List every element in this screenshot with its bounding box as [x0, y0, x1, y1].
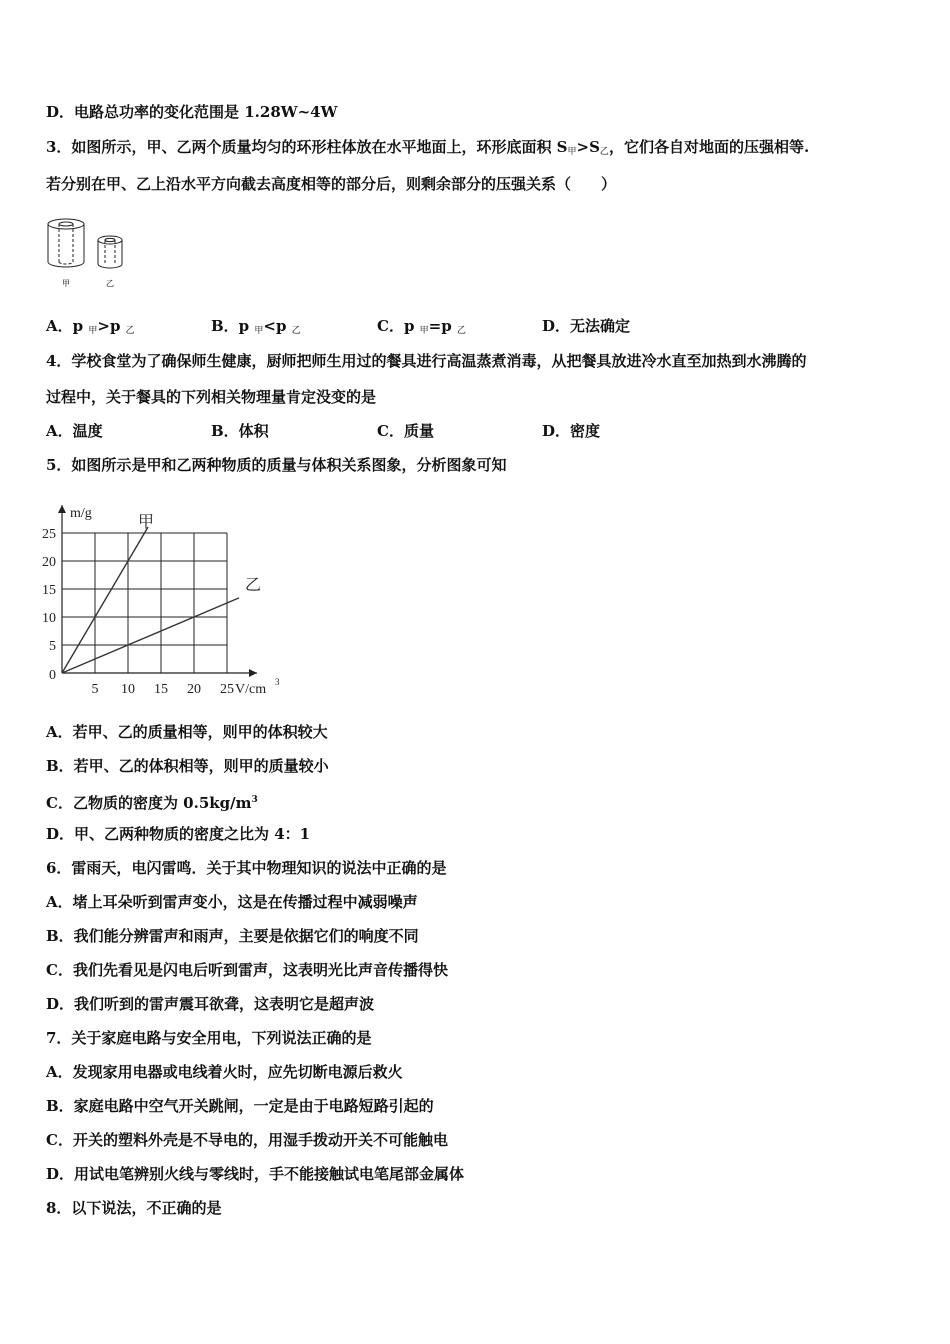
q6-option-c: C．我们先看见是闪电后听到雷声，这表明光比声音传播得快 — [46, 961, 448, 979]
x-axis-arrow — [249, 669, 257, 677]
q3-stem-line2: 若分别在甲、乙上沿水平方向截去高度相等的部分后，则剩余部分的压强关系（ ） — [46, 175, 617, 193]
q5-option-a: A．若甲、乙的质量相等，则甲的体积较大 — [46, 723, 328, 741]
q7-option-d: D．用试电笔辨别火线与零线时，手不能接触试电笔尾部金属体 — [46, 1165, 465, 1183]
origin-label: 0 — [49, 668, 56, 683]
x-tick-label: 5 — [91, 682, 99, 697]
q6-option-b: B．我们能分辨雷声和雨声，主要是依据它们的响度不同 — [46, 927, 419, 945]
series-label-jia: 甲 — [138, 512, 155, 531]
cylinder-yi — [98, 236, 122, 268]
ring-cylinders-figure — [44, 212, 134, 294]
y-tick-label: 20 — [42, 555, 56, 570]
q5-option-c: C．乙物质的密度为 $0.5kg/m^3$ — [46, 794, 258, 812]
q5-stem: 5．如图所示是甲和乙两种物质的质量与体积关系图象，分析图象可知 — [46, 456, 507, 474]
q4-option-b: B．体积 — [211, 422, 269, 440]
fig-label-yi: 乙 — [106, 279, 114, 288]
q3-option-a: A．p $_甲$>p $_乙$ — [46, 317, 135, 336]
fig-label-jia: 甲 — [62, 279, 70, 288]
x-tick-label: 25 — [220, 682, 234, 697]
q3-stem-line1: 3．如图所示，甲、乙两个质量均匀的环形柱体放在水平地面上，环形底面积 $S_甲>S_乙$，它们各自对地面的压强相等. — [46, 138, 810, 157]
q2-option-d: D．电路总功率的变化范围是 1.28W~4W — [46, 103, 338, 121]
q6-option-a: A．堵上耳朵听到雷声变小，这是在传播过程中减弱噪声 — [46, 893, 418, 911]
y-tick-label: 10 — [42, 611, 56, 626]
cylinder-jia — [48, 219, 84, 267]
q5-option-d: D．甲、乙两种物质的密度之比为 4：1 — [46, 825, 311, 843]
q7-stem: 7．关于家庭电路与安全用电，下列说法正确的是 — [46, 1029, 372, 1047]
q6-stem: 6．雷雨天，电闪雷鸣．关于其中物理知识的说法中正确的是 — [46, 859, 447, 877]
q7-option-c: C．开关的塑料外壳是不导电的，用湿手拨动开关不可能触电 — [46, 1131, 448, 1149]
y-axis-label: m/g — [70, 506, 92, 521]
q7-option-a: A．发现家用电器或电线着火时，应先切断电源后救火 — [46, 1063, 403, 1081]
q6-option-d: D．我们听到的雷声震耳欲聋，这表明它是超声波 — [46, 995, 375, 1013]
y-tick-label: 25 — [42, 527, 56, 542]
q4-option-d: D．密度 — [542, 422, 601, 440]
q5-option-b: B．若甲、乙的体积相等，则甲的质量较小 — [46, 757, 329, 775]
q7-option-b: B．家庭电路中空气开关跳闸，一定是由于电路短路引起的 — [46, 1097, 434, 1115]
y-axis-arrow — [58, 505, 66, 513]
q3-option-d: D．无法确定 — [542, 317, 631, 335]
x-axis-label-sup: 3 — [275, 677, 280, 687]
mass-volume-chart — [40, 495, 300, 705]
series-label-yi: 乙 — [245, 574, 262, 594]
q4-option-a: A．温度 — [46, 422, 103, 440]
q4-stem-line2: 过程中，关于餐具的下列相关物理量肯定没变的是 — [46, 388, 377, 406]
q3-option-c: C．p $_甲$=p $_乙$ — [377, 317, 466, 336]
q4-stem-line1: 4．学校食堂为了确保师生健康，厨师把师生用过的餐具进行高温蒸煮消毒，从把餐具放进冷水直至加热到水沸腾的 — [46, 352, 807, 370]
x-tick-label: 20 — [187, 682, 201, 697]
series-line-jia — [62, 527, 148, 673]
q4-option-c: C．质量 — [377, 422, 434, 440]
x-tick-label: 10 — [121, 682, 135, 697]
series-line-yi — [62, 598, 239, 673]
x-axis-label: V/cm — [235, 682, 267, 697]
y-tick-label: 5 — [49, 639, 56, 654]
q3-option-b: B．p $_甲$<p $_乙$ — [211, 317, 301, 336]
x-tick-label: 15 — [154, 682, 168, 697]
q8-stem: 8．以下说法，不正确的是 — [46, 1199, 222, 1217]
y-tick-label: 15 — [42, 583, 56, 598]
